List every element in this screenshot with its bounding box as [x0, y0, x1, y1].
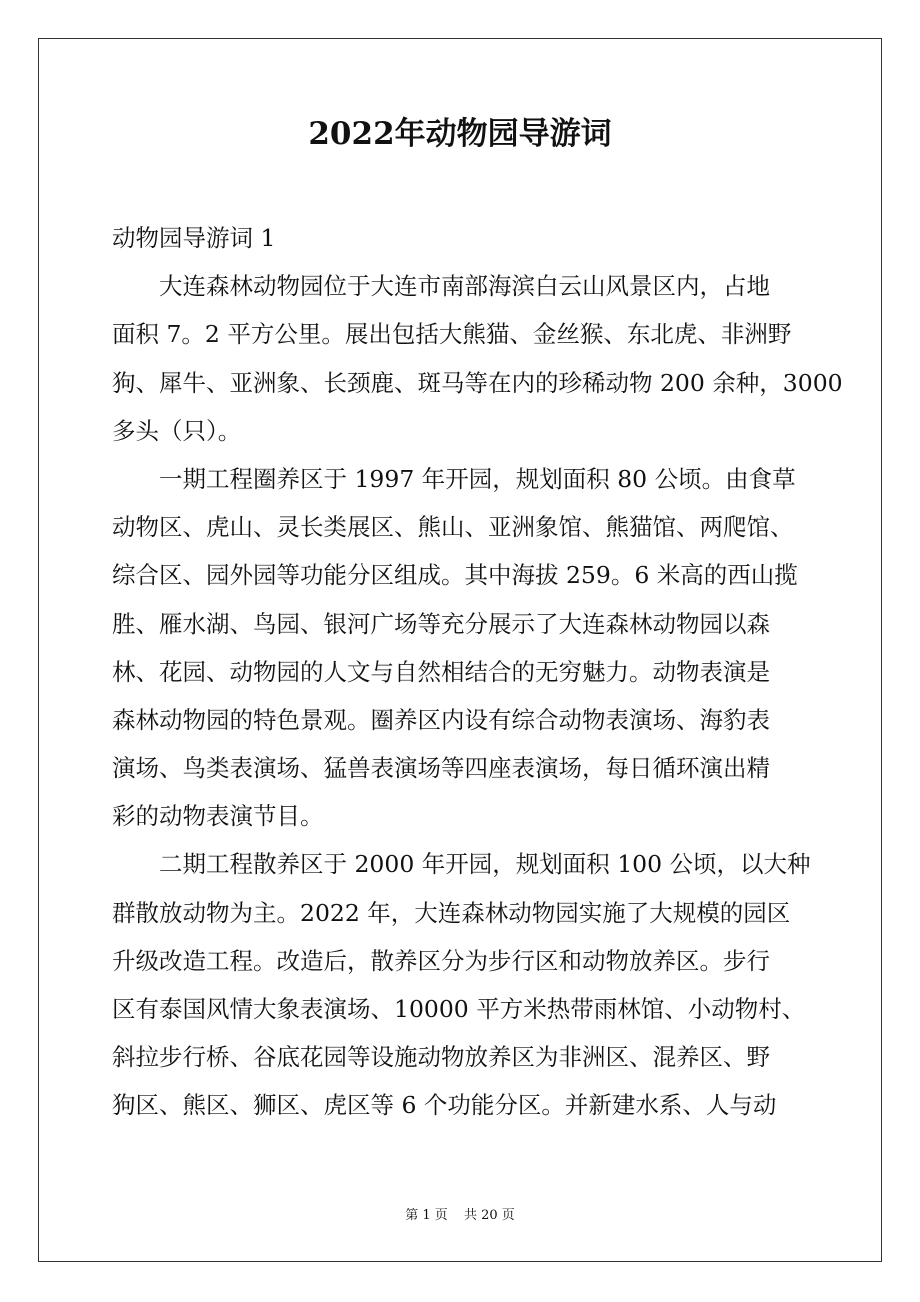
page-total: 共 20 页 — [463, 1208, 515, 1223]
text-line: 林、花园、动物园的人文与自然相结合的无穷魅力。动物表演是 — [112, 657, 770, 686]
text-line: 综合区、园外园等功能分区组成。其中海拔 259。6 米高的西山揽 — [112, 561, 798, 590]
text-line: 二期工程散养区于 2000 年开园，规划面积 100 公顷，以大种 — [112, 850, 811, 879]
page-number: 第 1 页 — [405, 1208, 448, 1223]
text-line: 演场、鸟类表演场、猛兽表演场等四座表演场，每日循环演出精 — [112, 754, 770, 783]
text-line: 区有泰国风情大象表演场、10000 平方米热带雨林馆、小动物村、 — [112, 995, 806, 1023]
text-line: 胜、雁水湖、鸟园、银河广场等充分展示了大连森林动物园以森 — [112, 609, 770, 638]
page-footer — [0, 1206, 920, 1226]
text-line: 面积 7。2 平方公里。展出包括大熊猫、金丝猴、东北虎、非洲野 — [112, 320, 792, 349]
text-line: 一期工程圈养区于 1997 年开园，规划面积 80 公顷。由食草 — [112, 464, 796, 493]
text-line: 多头（只）。 — [112, 416, 242, 445]
text-line: 升级改造工程。改造后，散养区分为步行区和动物放养区。步行 — [112, 946, 770, 975]
section-heading: 动物园导游词 1 — [112, 224, 276, 252]
text-line: 动物区、虎山、灵长类展区、熊山、亚洲象馆、熊猫馆、两爬馆、 — [112, 513, 794, 542]
text-line: 森林动物园的特色景观。圈养区内设有综合动物表演场、海豹表 — [112, 705, 770, 734]
text-line: 狗、犀牛、亚洲象、长颈鹿、斑马等在内的珍稀动物 200 余种，3000 — [112, 368, 843, 397]
text-line: 大连森林动物园位于大连市南部海滨白云山风景区内，占地 — [112, 272, 770, 301]
document-title: 2022年动物园导游词 — [308, 116, 612, 152]
text-line: 斜拉步行桥、谷底花园等设施动物放养区为非洲区、混养区、野 — [112, 1043, 770, 1072]
document-body — [112, 214, 843, 1130]
text-line: 狗区、熊区、狮区、虎区等 6 个功能分区。并新建水系、人与动 — [112, 1091, 777, 1120]
text-line: 彩的动物表演节目。 — [112, 802, 324, 831]
text-line: 群散放动物为主。2022 年，大连森林动物园实施了大规模的园区 — [112, 898, 791, 927]
